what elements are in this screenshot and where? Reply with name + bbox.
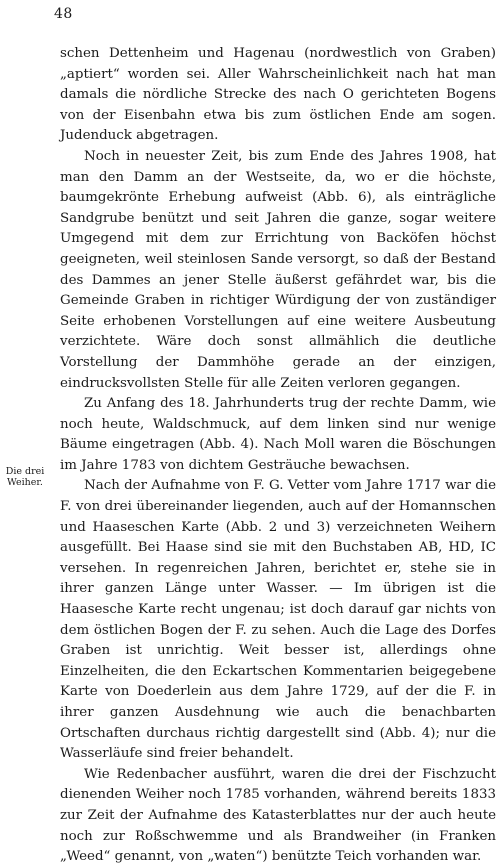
page-number: 48 xyxy=(54,6,73,22)
paragraph: Nach der Aufnahme von F. G. Vetter vom Jahre 1717 war die F. von drei übereinander liegenden, auch auf der Homannschen und Haaseschen Karte (Abb. 2 und 3) verzeichneten Weihern ausgefüllt. Bei Haase sind sie mit den Buchstaben AB, HD, IC versehen. In regenreichen Jahren, berichtet er, stehe sie in ihrer ganzen Länge unter Wasser. — Im übrigen ist die Haasesche Karte recht ungenau; ist doch darauf gar nichts von dem östlichen Bogen der F. zu sehen. Auch die Lage des Dorfes Graben ist unrichtig. Weit besser ist, allerdings ohne Einzelheiten, die den Eckartschen Kommentarien beigegebene Karte von Doederlein aus dem Jahre 1729, auf der die F. in ihrer ganzen Ausdehnung wie auch die benachbarten Ortschaften durchaus richtig dargestellt sind (Abb. 4); nur die Wasserläufe sind freier behandelt. xyxy=(60,478,496,762)
paragraph: Noch in neuester Zeit, bis zum Ende des Jahres 1908, hat man den Damm an der Westseite, da, wo er die höchste, baumgekrönte Erhebung aufweist (Abb. 6), als einträgliche Sandgrube benützt und seit Jahren die ganze, sogar weitere Umgegend mit dem zur Errichtung von Backöfen höchst geeigneten, weil steinlosen Sande versorgt, so daß der Bestand des Dammes an jener Stelle äußerst gefährdet war, bis die Gemeinde Graben in richtiger Würdigung der von zuständiger Seite erhobenen Vorstellungen auf eine weitere Ausbeutung verzichtete. Wäre doch sonst allmählich die deutliche Vorstellung der Dammhöhe gerade an der einzigen, eindrucksvollsten Stelle für alle Zeiten verloren gegangen. xyxy=(60,148,496,391)
margin-note: Die drei Weiher. xyxy=(5,466,45,488)
paragraph: Zu Anfang des 18. Jahrhunderts trug der rechte Damm, wie noch heute, Waldschmuck, auf dem linken sind nur wenige Bäume eingetragen (Abb. 4). Nach Moll waren die Böschungen im Jahre 1783 von dichtem Gesträuche bewachsen. xyxy=(60,396,496,473)
paragraph: schen Dettenheim und Hagenau (nordwestlich von Graben) „aptiert“ worden sei. Aller Wahrscheinlichkeit nach hat man damals die nördliche Strecke des nach O gerichteten Bogens von der Eisenbahn etwa bis zum östlichen Ende am sogen. Judenduck abgetragen. xyxy=(60,46,496,144)
body-text xyxy=(60,44,496,868)
paragraph: Wie Redenbacher ausführt, waren die drei der Fischzucht dienenden Weiher noch 1785 vorhanden, während bereits 1833 zur Zeit der Aufnahme des Katasterblattes nur der auch heute noch zur Roßschwemme und als Brandweiher (in Franken „Weed“ genannt, von „waten“) benützte Teich vorhanden war. xyxy=(60,766,496,865)
